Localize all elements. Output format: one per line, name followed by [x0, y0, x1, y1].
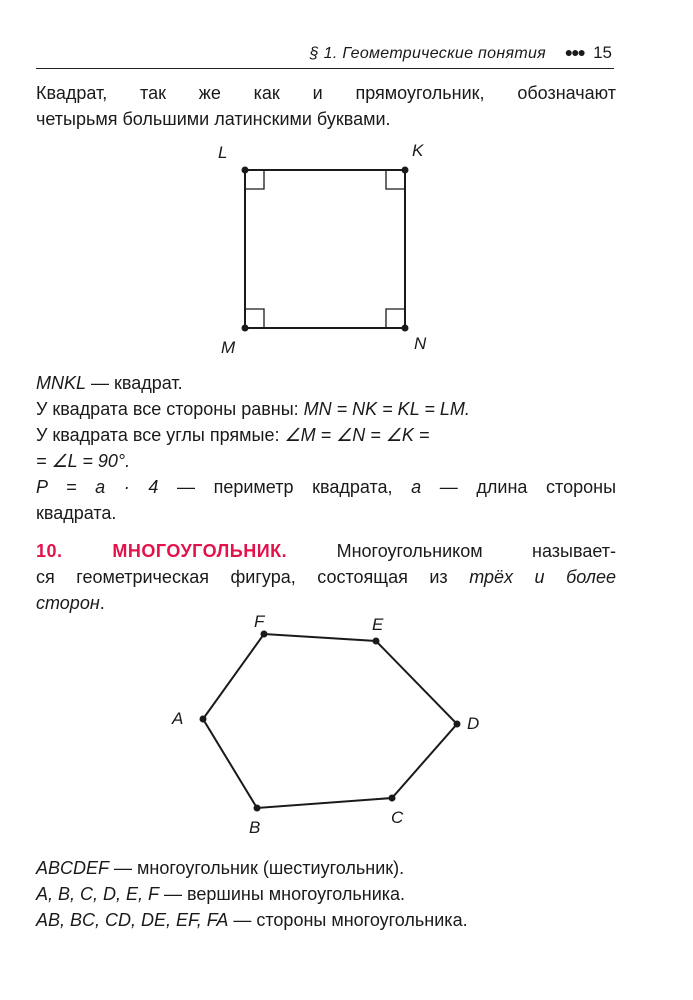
triple-dot-marker-icon: ●●● [564, 44, 584, 60]
perimeter-text-2: — длина стороны [421, 477, 617, 497]
hexagon-outline [203, 634, 457, 808]
polygon-name-text: — многоугольник (шестиугольник). [109, 858, 405, 878]
polygon-definition-text-1: Многоугольником называет- [287, 541, 617, 561]
page-number: 15 [593, 43, 612, 62]
polygon-definition-emphasis: трёх и более [469, 567, 616, 587]
polygon-sides-text: — стороны многоугольника. [228, 910, 468, 930]
vertex-B [254, 805, 261, 812]
intro-line-2: четырьмя большими латинскими буквами. [36, 109, 391, 129]
polygon-side-names: AB, BC, CD, DE, EF, FA [36, 910, 229, 930]
label-M: M [221, 338, 236, 357]
polygon-name: ABCDEF [36, 858, 110, 878]
polygon-vertices-line [36, 881, 616, 907]
square-angles-right [36, 422, 616, 448]
square-perimeter [36, 474, 616, 500]
square-definition [36, 370, 616, 396]
page-header [36, 40, 614, 69]
right-angle-mark-K [386, 170, 405, 189]
label-D: D [467, 714, 480, 733]
perimeter-text-1: — периметр квадрата, [158, 477, 412, 497]
polygon-definition-text-2: ся геометрическая фигура, состоящая из [36, 567, 470, 587]
square-angles-formula: ∠M = ∠N = ∠K = [284, 425, 430, 445]
polygon-vertex-names: A, B, C, D, E, F [36, 884, 160, 904]
square-sides-text: У квадрата все стороны равны: [36, 399, 304, 419]
polygon-name-line [36, 855, 616, 881]
vertex-K [402, 167, 409, 174]
perimeter-formula: P = a · 4 [36, 477, 159, 497]
right-angle-mark-L [245, 170, 264, 189]
square-sides-equal [36, 396, 616, 422]
label-C: C [391, 808, 404, 827]
vertex-N [402, 325, 409, 332]
label-K: K [412, 141, 424, 160]
intro-line-1: Квадрат, так же как и прямоугольник, обозначают [36, 83, 616, 103]
vertex-D [454, 721, 461, 728]
polygon-vertices-text: — вершины многоугольника. [159, 884, 406, 904]
label-L: L [218, 143, 228, 162]
label-B: B [249, 818, 261, 837]
vertex-A [200, 716, 207, 723]
label-A: A [172, 709, 184, 728]
section-heading-polygon: 10. МНОГОУГОЛЬНИК. [36, 541, 288, 561]
label-N: N [414, 334, 427, 353]
square-outline [245, 170, 405, 328]
square-angles-formula-2: = ∠L = 90°. [36, 451, 131, 471]
label-F: F [254, 612, 265, 631]
right-angle-mark-N [386, 309, 405, 328]
polygon-definition-line-2 [36, 564, 616, 590]
right-angle-mark-M [245, 309, 264, 328]
vertex-L [242, 167, 249, 174]
label-E: E [372, 615, 384, 634]
polygon-sides-line [36, 907, 616, 933]
vertex-F [261, 631, 268, 638]
polygon-definition-line-3 [36, 590, 616, 616]
vertex-M [242, 325, 249, 332]
polygon-definition-emphasis-2: сторон [36, 593, 100, 613]
vertex-C [389, 795, 396, 802]
square-sides-formula: MN = NK = KL = LM. [303, 399, 470, 419]
section-title: § 1. Геометрические понятия [309, 45, 546, 62]
square-perimeter-end: квадрата. [36, 503, 117, 523]
polygon-definition-line-1 [36, 538, 616, 564]
perimeter-variable: a [411, 477, 422, 497]
polygon-definition-period: . [99, 593, 105, 613]
square-name: MNKL [36, 373, 87, 393]
square-angles-line-2 [36, 448, 616, 474]
square-definition-text: — квадрат. [86, 373, 183, 393]
vertex-E [373, 638, 380, 645]
square-angles-text: У квадрата все углы прямые: [36, 425, 285, 445]
